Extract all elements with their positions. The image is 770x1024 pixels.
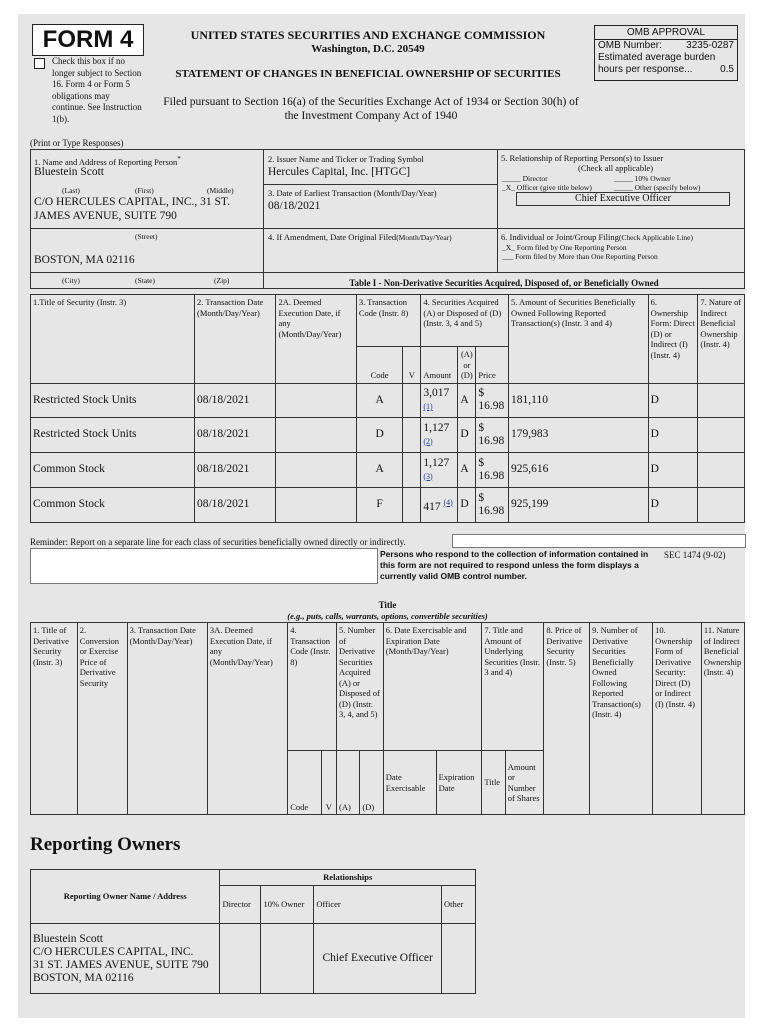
omb-burden-label: Estimated average burden [598, 52, 716, 63]
address-line-2: JAMES AVENUE, SUITE 790 [34, 210, 177, 222]
omb-hours-value: 0.5 [720, 64, 734, 75]
footnote-link[interactable]: (4) [443, 497, 453, 507]
ten-pct-option: _____ 10% Owner [614, 174, 671, 183]
grid-line [30, 272, 31, 288]
address-line-1: C/O HERCULES CAPITAL, INC., 31 ST. [34, 196, 230, 208]
box5-sub: (Check all applicable) [578, 163, 654, 173]
t1-r2-price: $ 16.98 [476, 452, 509, 487]
t1-r0-amount-value: 3,017 [423, 387, 450, 399]
form-page [18, 14, 745, 1018]
t1-h2: 2. Transaction Date (Month/Day/Year) [194, 295, 275, 384]
footnote-link[interactable]: (3) [423, 471, 433, 481]
filing-option-2: ___ Form filed by More than One Reporting Person [502, 252, 658, 261]
t1-r0-v [403, 383, 421, 417]
t1-r3-owned: 925,199 [509, 487, 649, 522]
other-label: Other (specify below) [634, 183, 701, 192]
first-label: (First) [135, 186, 154, 195]
owner-officer: Chief Executive Officer [314, 924, 442, 994]
t1-r3-title: Common Stock [31, 487, 195, 522]
street-label: (Street) [135, 232, 158, 241]
table2-title: Title [378, 600, 397, 610]
t2-h7: 7. Title and Amount of Underlying Securities (Instr. 3 and 4) [482, 623, 544, 751]
t1-r1-v [403, 417, 421, 452]
t1-r3-ad: D [458, 487, 476, 522]
director-option: _____ Director [502, 174, 548, 183]
table-row [31, 452, 745, 487]
t2-v-header: V [321, 751, 336, 815]
box3-label: 3. Date of Earliest Transaction (Month/Day/Year) [268, 188, 437, 198]
omb-title: OMB APPROVAL [595, 26, 737, 40]
filed-line-2: the Investment Company Act of 1940 [284, 110, 458, 122]
reminder-text: Reminder: Report on a separate line for each class of securities beneficially owned directly or indirectly. [30, 537, 406, 547]
owner-line: Bluestein Scott [33, 932, 103, 945]
t2-h5: 5. Number of Derivative Securities Acquired (A) or Disposed of (D) (Instr. 3, 4, and 5) [336, 623, 383, 751]
t1-r2-code: A [356, 452, 403, 487]
t1-h6: 6. Ownership Form: Direct (D) or Indirect (I) (Instr. 4) [648, 295, 698, 384]
grid-line [263, 184, 497, 185]
print-type-note: (Print or Type Responses) [30, 138, 124, 148]
t1-price-header: Price [476, 347, 509, 384]
t1-r0-form: D [648, 383, 698, 417]
t1-r1-title: Restricted Stock Units [31, 417, 195, 452]
t2-h3: 3. Transaction Date (Month/Day/Year) [127, 623, 207, 815]
t1-h3: 3. Transaction Code (Instr. 8) [356, 295, 421, 347]
t1-r1-deemed [276, 417, 356, 452]
omb-burden-row [595, 52, 737, 64]
table2-subtitle: (e.g., puts, calls, warrants, options, convertible securities) [287, 611, 488, 621]
owner-line: C/O HERCULES CAPITAL, INC. [33, 945, 194, 958]
t1-r1-code: D [356, 417, 403, 452]
agency-location: Washington, D.C. 20549 [311, 43, 425, 55]
t1-r0-deemed [276, 383, 356, 417]
reporting-owners-table [30, 869, 476, 994]
officer-option: _X_ Officer (give title below) [502, 183, 592, 192]
t2-h9: 9. Number of Derivative Securities Beneficially Owned Following Reported Transaction(s) (Instr. 4) [590, 623, 653, 815]
filing-option-1: _X_ Form filed by One Reporting Person [502, 243, 627, 252]
t1-code-header: Code [356, 347, 403, 384]
other-header: Other [442, 886, 476, 924]
box4-label [268, 232, 452, 244]
director-label: Director [522, 174, 548, 183]
state-label: (State) [135, 276, 155, 285]
city-label: (City) [62, 276, 80, 285]
box4-label-small: (Month/Day/Year) [396, 233, 452, 242]
omb-number-value: 3235-0287 [686, 40, 734, 51]
t1-r3-form: D [648, 487, 698, 522]
t1-r1-amount-value: 1,127 [423, 421, 450, 434]
t2-amount-header: Amount or Number of Shares [505, 751, 544, 815]
t1-amount-header: Amount [421, 347, 458, 384]
t1-r0-nature [698, 383, 745, 417]
t2-h2: 2. Conversion or Exercise Price of Derivative Security [77, 623, 127, 815]
zip-label: (Zip) [214, 276, 230, 285]
t1-r1-form: D [648, 417, 698, 452]
no-longer-subject-checkbox[interactable] [34, 58, 45, 69]
ten-pct-header: 10% Owner [261, 886, 314, 924]
reporting-owners-heading: Reporting Owners [30, 834, 181, 855]
t1-r2-date: 08/18/2021 [194, 452, 275, 487]
t1-r0-ad: A [458, 383, 476, 417]
t1-h4: 4. Securities Acquired (A) or Disposed of (D) (Instr. 3, 4 and 5) [421, 295, 509, 347]
owner-line: 31 ST. JAMES AVENUE, SUITE 790 [33, 958, 209, 971]
box6-label-text: 6. Individual or Joint/Group Filing [501, 232, 619, 242]
t1-r2-owned: 925,616 [509, 452, 649, 487]
owner-line: BOSTON, MA 02116 [33, 971, 134, 984]
agency-name: UNITED STATES SECURITIES AND EXCHANGE COMMISSION [190, 28, 546, 42]
t2-title-header: Title [482, 751, 505, 815]
other-option: _____ Other (specify below) [614, 183, 701, 192]
grid-line [30, 228, 263, 229]
t2-h11: 11. Nature of Indirect Beneficial Ownership (Instr. 4) [701, 623, 744, 815]
t1-r3-date: 08/18/2021 [194, 487, 275, 522]
grid-line [30, 149, 31, 272]
t2-h6: 6. Date Exercisable and Expiration Date (Month/Day/Year) [383, 623, 482, 751]
t1-r2-deemed [276, 452, 356, 487]
omb-number-row [595, 40, 737, 52]
grid-line [30, 272, 745, 273]
ten-pct-label: 10% Owner [634, 174, 671, 183]
t2-date-ex-header: Date Exercisable [383, 751, 436, 815]
owner-name-header: Reporting Owner Name / Address [31, 870, 220, 924]
t2-d-header: (D) [360, 751, 383, 815]
omb-hours-label: hours per response... [598, 64, 693, 75]
box4-label-text: 4. If Amendment, Date Original Filed [268, 232, 397, 242]
t1-h1: 1.Title of Security (Instr. 3) [31, 295, 195, 384]
t2-h4: 4. Transaction Code (Instr. 8) [288, 623, 337, 751]
officer-header: Officer [314, 886, 442, 924]
owner-ten-pct [261, 924, 314, 994]
t1-r1-nature [698, 417, 745, 452]
t1-r3-amount-value: 417 [423, 500, 441, 513]
t2-a-header: (A) [336, 751, 359, 815]
check-note: Check this box if no longer subject to Section 16. Form 4 or Form 5 obligations may continue. See Instruction 1(b). [52, 56, 142, 124]
table-row [31, 383, 745, 417]
issuer-name: Hercules Capital, Inc. [HTGC] [268, 166, 411, 178]
table-row [31, 487, 745, 522]
t1-r0-amount [421, 383, 458, 417]
form-title: FORM 4 [32, 24, 144, 56]
grid-line [497, 149, 498, 272]
t1-r1-ad: D [458, 417, 476, 452]
owner-name-address [31, 924, 220, 994]
t1-h7: 7. Nature of Indirect Beneficial Ownership (Instr. 4) [698, 295, 745, 384]
box1-label-text: 1. Name and Address of Reporting Person [34, 156, 178, 167]
table2 [30, 622, 745, 815]
filed-line-1: Filed pursuant to Section 16(a) of the Securities Exchange Act of 1934 or Section 30(h) of [163, 96, 579, 108]
t1-r2-ad: A [458, 452, 476, 487]
table1-title: Table I - Non-Derivative Securities Acquired, Disposed of, or Beneficially Owned [349, 278, 659, 288]
t2-h1: 1. Title of Derivative Security (Instr. 3) [31, 623, 78, 815]
t1-r3-v [403, 487, 421, 522]
grid-line [744, 149, 745, 272]
relationships-header: Relationships [220, 870, 476, 886]
t1-v-header: V [403, 347, 421, 384]
t1-r1-price: $ 16.98 [476, 417, 509, 452]
omb-approval-box [594, 25, 738, 81]
t1-r0-owned: 181,110 [509, 383, 649, 417]
t1-r0-price: $ 16.98 [476, 383, 509, 417]
box5-label: 5. Relationship of Reporting Person(s) to Issuer [501, 153, 664, 163]
t1-ad-header: (A) or (D) [458, 347, 476, 384]
t2-h3a: 3A. Deemed Execution Date, if any (Month/Day/Year) [207, 623, 287, 815]
t2-h8: 8. Price of Derivative Security (Instr. 5) [544, 623, 590, 815]
t1-r0-title: Restricted Stock Units [31, 383, 195, 417]
t1-r0-date: 08/18/2021 [194, 383, 275, 417]
t1-h2a: 2A. Deemed Execution Date, if any (Month/Day/Year) [276, 295, 356, 384]
grid-line [263, 149, 264, 272]
t1-r1-owned: 179,983 [509, 417, 649, 452]
footnote-link[interactable]: (1) [423, 402, 433, 411]
t1-r3-nature [698, 487, 745, 522]
t1-r3-deemed [276, 487, 356, 522]
notice-blank-box [30, 548, 378, 584]
box6-label [501, 232, 693, 244]
city-state-zip: BOSTON, MA 02116 [34, 254, 135, 266]
reporting-person-name: Bluestein Scott [34, 166, 104, 178]
t1-r2-form: D [648, 452, 698, 487]
filed-pursuant [146, 95, 596, 123]
box1-asterisk: * [177, 155, 181, 163]
footnote-link[interactable]: (2) [423, 436, 433, 446]
t1-r1-amount [421, 417, 458, 452]
t1-r3-price: $ 16.98 [476, 487, 509, 522]
t1-r3-code: F [356, 487, 403, 522]
grid-line [263, 228, 745, 229]
middle-label: (Middle) [207, 186, 234, 195]
t1-h5: 5. Amount of Securities Beneficially Owned Following Reported Transaction(s) (Instr. 3 and 4) [509, 295, 649, 384]
box2-label: 2. Issuer Name and Ticker or Trading Symbol [268, 154, 424, 164]
table-row [31, 417, 745, 452]
t1-r2-title: Common Stock [31, 452, 195, 487]
t2-exp-header: Expiration Date [436, 751, 482, 815]
t1-r3-amount [421, 487, 458, 522]
table-row [31, 924, 476, 994]
box6-label-small: (Check Applicable Line) [618, 233, 693, 242]
statement-title: STATEMENT OF CHANGES IN BENEFICIAL OWNERSHIP OF SECURITIES [175, 68, 561, 80]
t1-r1-date: 08/18/2021 [194, 417, 275, 452]
t2-h10: 10. Ownership Form of Derivative Security: Direct (D) or Indirect (I) (Instr. 4) [653, 623, 702, 815]
owner-director [220, 924, 261, 994]
table1 [30, 294, 745, 523]
omb-number-label: OMB Number: [598, 40, 662, 51]
persons-notice: Persons who respond to the collection of information contained in this form are not required to respond unless the form displays a currently valid OMB control number. [380, 549, 649, 581]
t1-r2-amount-value: 1,127 [423, 456, 450, 469]
reminder-field [452, 534, 746, 548]
grid-line [30, 288, 745, 289]
t1-r0-code: A [356, 383, 403, 417]
omb-hours-row [595, 64, 737, 76]
grid-line [30, 149, 745, 150]
t1-r2-amount [421, 452, 458, 487]
officer-title: Chief Executive Officer [516, 192, 730, 206]
t2-code-header: Code [288, 751, 322, 815]
sec-code: SEC 1474 (9-02) [664, 550, 726, 560]
owner-other [442, 924, 476, 994]
last-label: (Last) [62, 186, 80, 195]
t1-r2-nature [698, 452, 745, 487]
t1-r2-v [403, 452, 421, 487]
director-header: Director [220, 886, 261, 924]
earliest-transaction-date: 08/18/2021 [268, 200, 321, 212]
